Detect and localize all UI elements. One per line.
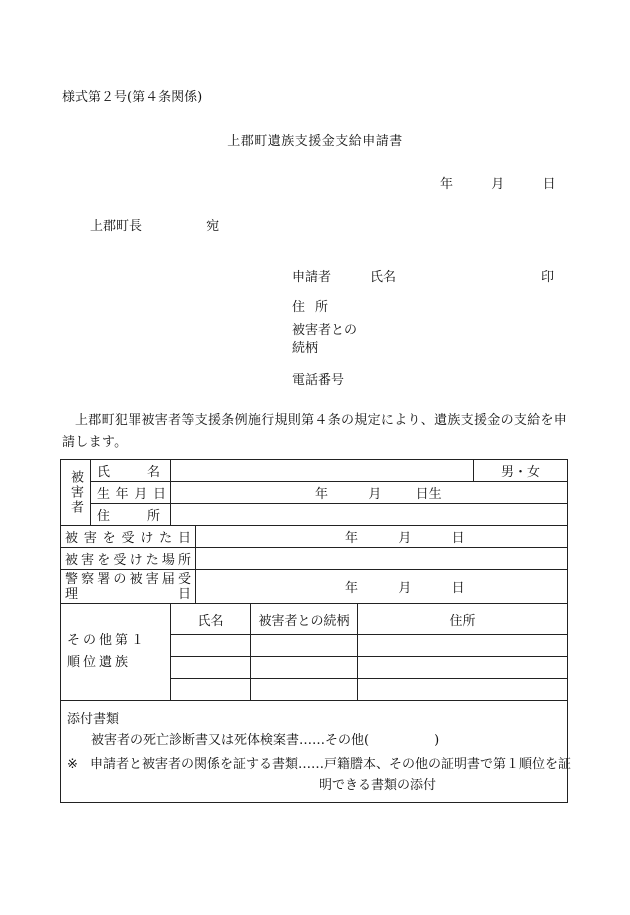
victim-name-label: 氏 名	[91, 460, 171, 482]
date-of-harm-label: 被害を受けた日	[61, 526, 196, 548]
addressee-name: 上郡町長	[90, 219, 143, 234]
police-report-label-line1: 警察署の被害届受	[65, 571, 192, 587]
police-day: 日	[451, 581, 465, 596]
applicant-label: 申請者	[292, 270, 332, 285]
date-of-harm-field[interactable]	[196, 526, 568, 548]
victim-header: 被害者	[68, 470, 83, 515]
addressee-suffix: 宛	[206, 219, 220, 234]
heir-1-name[interactable]	[171, 635, 251, 657]
heir-2-address[interactable]	[358, 657, 568, 679]
date-year: 年	[440, 177, 454, 192]
harm-year: 年	[345, 531, 359, 546]
other-heirs-label	[61, 604, 171, 701]
attachments-line1: 被害者の死亡診断書又は死体検案書……その他( )	[91, 733, 440, 748]
heir-3-relation[interactable]	[251, 679, 358, 701]
heirs-col-relation: 被害者との続柄	[251, 604, 358, 635]
form-title: 上郡町遺族支援金支給申請書	[227, 134, 403, 149]
applicant-phone-label: 電話番号	[292, 373, 345, 388]
attachments-title: 添付書類	[67, 712, 120, 727]
dob-month: 月	[368, 487, 382, 502]
police-year: 年	[345, 581, 359, 596]
heir-1-relation[interactable]	[251, 635, 358, 657]
applicant-address-label: 住所	[292, 300, 339, 315]
heir-3-address[interactable]	[358, 679, 568, 701]
police-report-label-line2a: 理	[65, 586, 79, 602]
applicant-relation-label: 被害者との続柄	[292, 323, 358, 356]
form-number: 様式第２号(第４条関係)	[62, 90, 203, 105]
harm-month: 月	[398, 531, 412, 546]
heir-2-relation[interactable]	[251, 657, 358, 679]
police-month: 月	[398, 581, 412, 596]
harm-day: 日	[451, 531, 465, 546]
police-report-field[interactable]	[196, 570, 568, 604]
place-of-harm-label: 被害を受けた場所	[61, 548, 196, 570]
victim-dob-field[interactable]	[171, 482, 568, 504]
other-heirs-label-line2: 順位遺族	[67, 655, 132, 670]
victim-gender: 男・女	[474, 460, 568, 482]
police-report-label	[61, 570, 196, 604]
attachments-section	[61, 701, 572, 803]
place-of-harm-field[interactable]	[196, 548, 568, 570]
application-statement: 上郡町犯罪被害者等支援条例施行規則第４条の規定により、遺族支援金の支給を申請します。	[62, 413, 568, 450]
application-date	[440, 173, 556, 192]
heir-2-name[interactable]	[171, 657, 251, 679]
heir-3-name[interactable]	[171, 679, 251, 701]
victim-address-label: 住 所	[91, 504, 171, 526]
victim-name-field[interactable]	[171, 460, 474, 482]
police-report-label-line2b: 日	[178, 586, 192, 602]
date-month: 月	[491, 177, 505, 192]
heirs-col-name: 氏名	[171, 604, 251, 635]
applicant-name-label: 氏名	[370, 270, 397, 285]
victim-dob-label: 生年月日	[91, 482, 171, 504]
dob-day: 日生	[415, 487, 442, 502]
dob-year: 年	[315, 487, 329, 502]
attachments-line2: 申請者と被害者の関係を証する書類……戸籍謄本、その他の証明書で第１順位を証	[90, 757, 572, 772]
attachments-line3: 明できる書類の添付	[319, 778, 437, 793]
note-mark: ※	[67, 757, 78, 772]
heir-1-address[interactable]	[358, 635, 568, 657]
victim-address-field[interactable]	[171, 504, 568, 526]
date-day: 日	[542, 177, 556, 192]
application-table	[60, 459, 572, 803]
attachments-line2-row	[67, 754, 572, 775]
other-heirs-label-line1: その他第１	[67, 633, 148, 648]
seal-mark: 印	[541, 270, 555, 285]
addressee	[90, 215, 219, 234]
victim-header-cell	[61, 460, 91, 526]
heirs-col-address: 住所	[358, 604, 568, 635]
